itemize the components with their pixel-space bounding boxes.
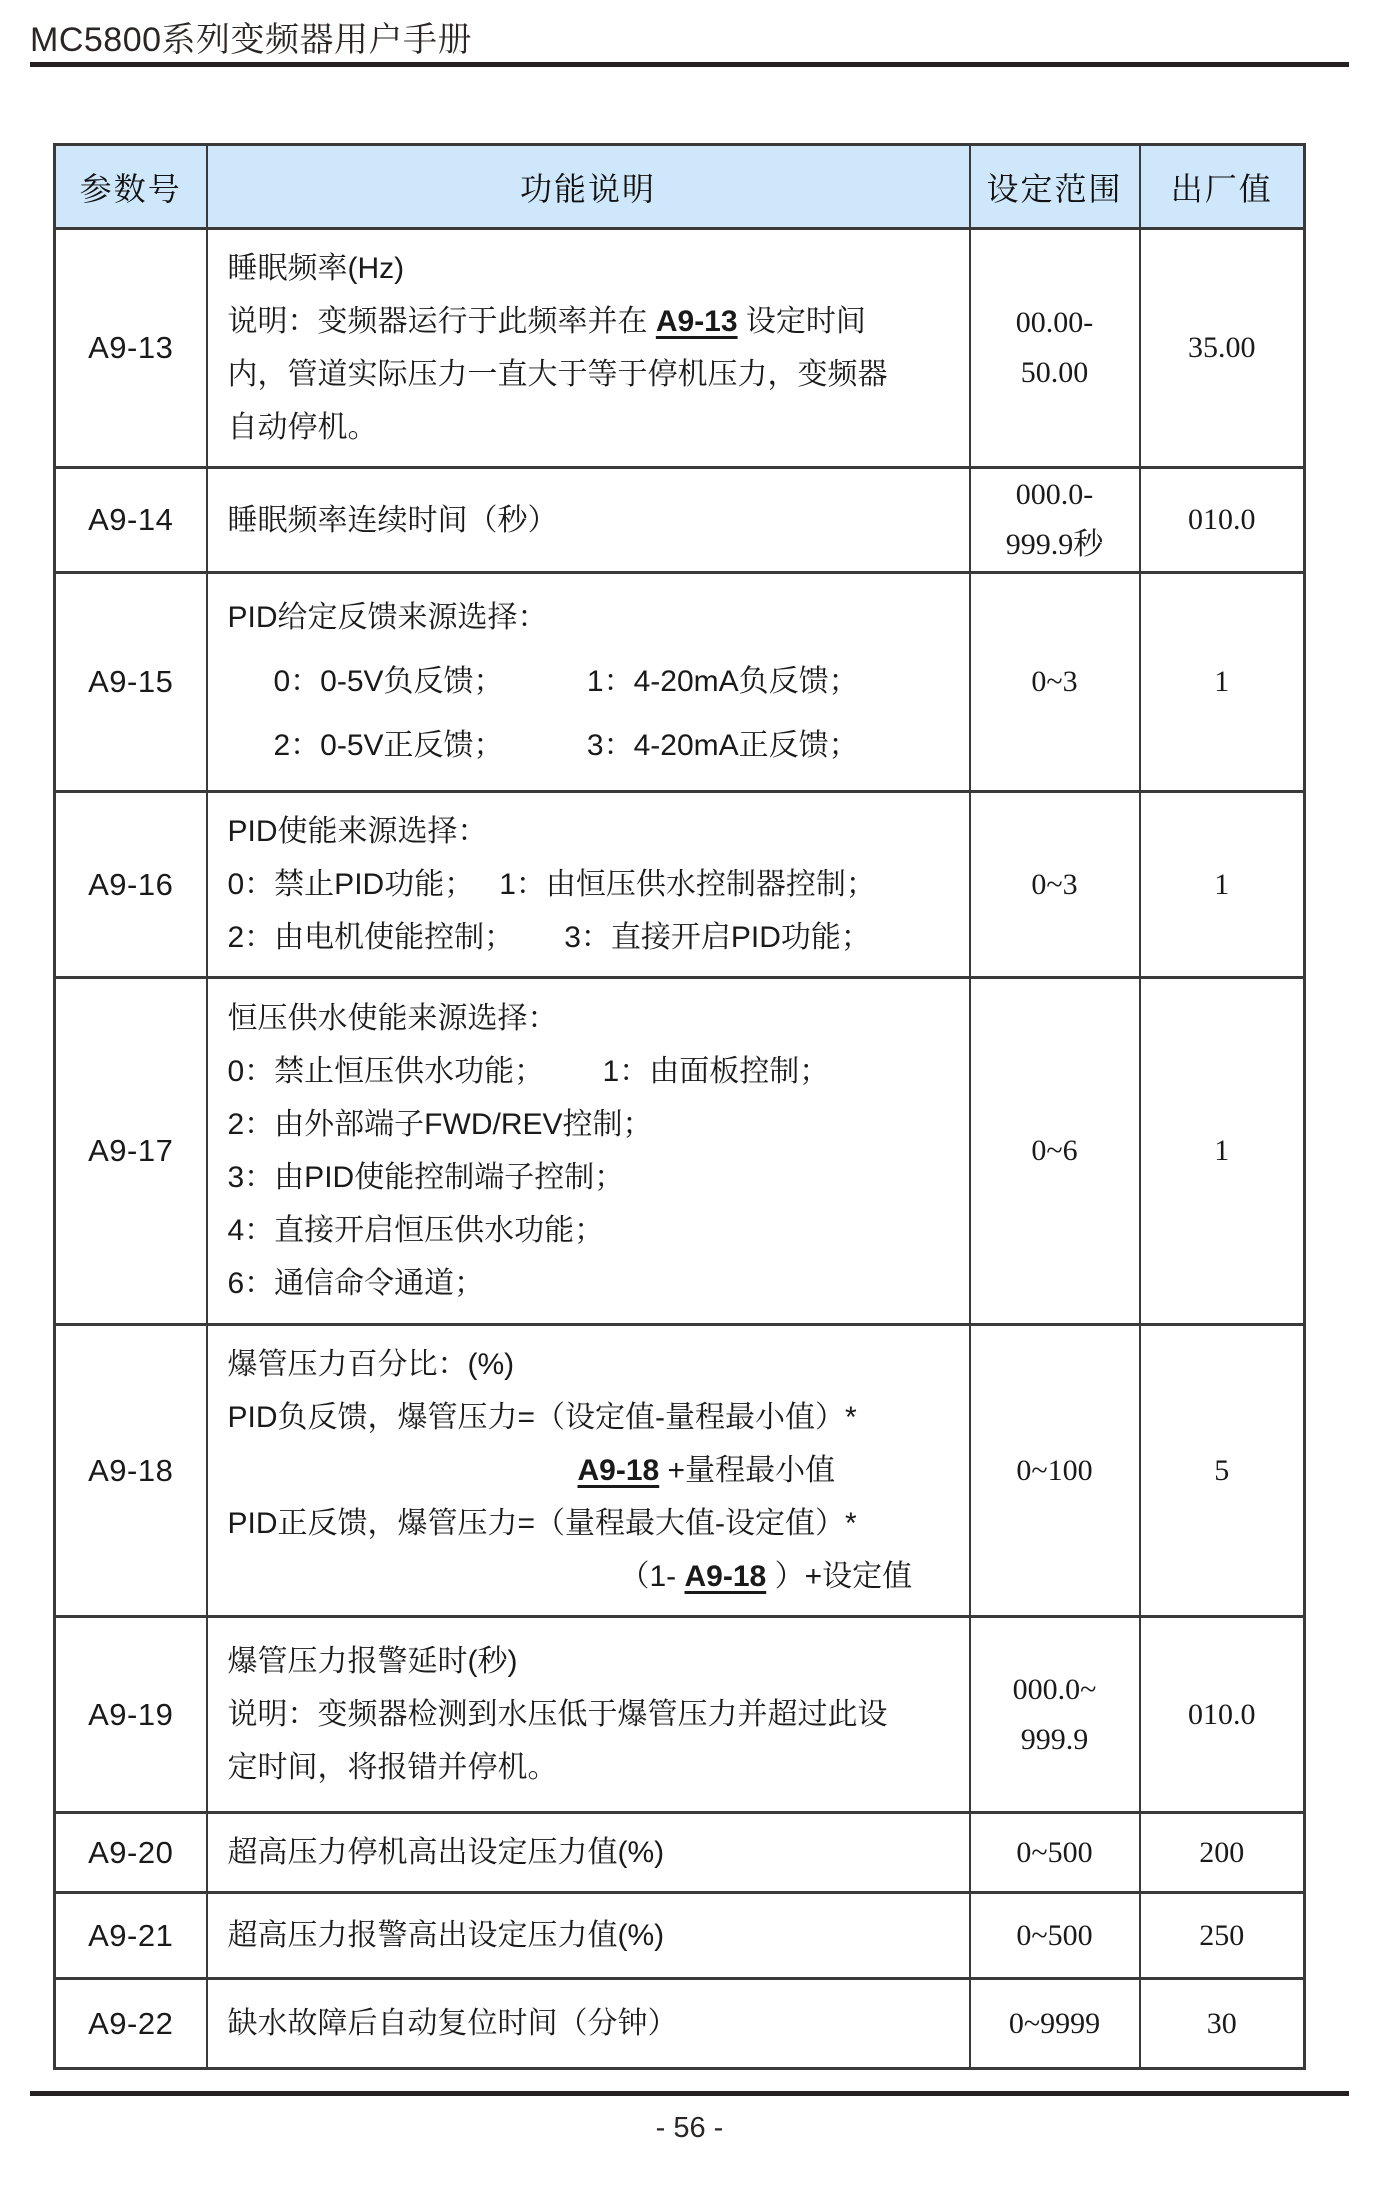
range-line: 50.00 [1020, 356, 1089, 389]
description-line: 0：0-5V负反馈； 1：4-20mA负反馈； [273, 665, 859, 698]
table-row [55, 792, 1305, 978]
factory-default-cell: 1 [1140, 573, 1305, 792]
range-line: 999.9秒 [1005, 528, 1104, 561]
factory-default-cell: 1 [1140, 792, 1305, 978]
column-header: 参数号 [55, 145, 207, 229]
factory-default-cell: 200 [1140, 1813, 1305, 1893]
factory-default-cell: 010.0 [1140, 468, 1305, 573]
setting-range-cell [970, 1325, 1140, 1617]
setting-range-cell [970, 573, 1140, 792]
factory-default-cell: 5 [1140, 1325, 1305, 1617]
param-crossref: A9-18 [684, 1560, 767, 1593]
range-line: 00.00- [1015, 306, 1094, 339]
factory-default-cell: 30 [1140, 1979, 1305, 2069]
setting-range-cell [970, 229, 1140, 468]
table-row [55, 1979, 1305, 2069]
description-line: 睡眠频率连续时间（秒） [227, 503, 558, 537]
param-number-cell: A9-16 [55, 792, 207, 978]
param-number-cell: A9-20 [55, 1813, 207, 1893]
table-header-row [55, 145, 1305, 229]
description-line: 4：直接开启恒压供水功能； [227, 1214, 605, 1247]
param-number-cell: A9-18 [55, 1325, 207, 1617]
header-rule [30, 62, 1349, 67]
range-line: 0~3 [1031, 867, 1078, 901]
function-description-cell [207, 1813, 970, 1893]
table-row [55, 1813, 1305, 1893]
description-line: 爆管压力报警延时(秒) [227, 1645, 518, 1678]
setting-range-cell [970, 792, 1140, 978]
description-line: 爆管压力百分比：(%) [227, 1348, 515, 1381]
page-title: MC5800系列变频器用户手册 [30, 21, 473, 59]
description-line: 6：通信命令通道； [227, 1267, 485, 1300]
description-line: （1- A9-18 ）+设定值 [619, 1560, 913, 1593]
function-description-cell [207, 573, 970, 792]
function-description-cell [207, 1979, 970, 2069]
table-row [55, 1617, 1305, 1813]
description-line: 说明：变频器检测到水压低于爆管压力并超过此设 [227, 1698, 888, 1731]
description-line: 2：由电机使能控制； 3：直接开启PID功能； [227, 921, 871, 954]
function-description-cell [207, 792, 970, 978]
description-line: 缺水故障后自动复位时间（分钟） [227, 2007, 678, 2040]
factory-default-cell: 250 [1140, 1893, 1305, 1979]
range-line: 0~6 [1031, 1134, 1078, 1167]
footer-rule [30, 2091, 1349, 2096]
setting-range-cell [970, 1979, 1140, 2069]
column-header: 功能说明 [207, 145, 970, 229]
table-row [55, 229, 1305, 468]
description-line: PID给定反馈来源选择： [227, 601, 548, 634]
description-line: PID使能来源选择： [227, 815, 488, 848]
param-table-body [55, 229, 1305, 2069]
range-line: 0~500 [1016, 1918, 1093, 1952]
description-line: 超高压力报警高出设定压力值(%) [227, 1919, 665, 1952]
description-line: 超高压力停机高出设定压力值(%) [227, 1836, 665, 1869]
table-row [55, 978, 1305, 1325]
function-description-cell [207, 468, 970, 573]
factory-default-cell: 010.0 [1140, 1617, 1305, 1813]
table-row [55, 573, 1305, 792]
description-line: 睡眠频率(Hz) [227, 252, 405, 285]
range-line: 999.9 [1020, 1722, 1089, 1756]
column-header: 出厂值 [1140, 145, 1305, 229]
setting-range-cell [970, 468, 1140, 573]
description-line: 内，管道实际压力一直大于等于停机压力，变频器 [227, 358, 888, 391]
function-description-cell [207, 978, 970, 1325]
param-number-cell: A9-17 [55, 978, 207, 1325]
factory-default-cell: 1 [1140, 978, 1305, 1325]
description-line: PID负反馈，爆管压力=（设定值-量程最小值）* [227, 1401, 857, 1434]
param-crossref: A9-18 [577, 1454, 660, 1487]
setting-range-cell [970, 1813, 1140, 1893]
description-line: PID正反馈，爆管压力=（量程最大值-设定值）* [227, 1507, 857, 1540]
function-description-cell [207, 1617, 970, 1813]
description-line: A9-18 +量程最小值 [577, 1454, 836, 1487]
setting-range-cell [970, 978, 1140, 1325]
description-line: 2：由外部端子FWD/REV控制； [227, 1108, 653, 1141]
param-number-cell: A9-22 [55, 1979, 207, 2069]
description-line: 自动停机。 [227, 411, 378, 444]
setting-range-cell [970, 1893, 1140, 1979]
table-row [55, 1893, 1305, 1979]
range-line: 0~100 [1016, 1453, 1093, 1487]
column-header: 设定范围 [970, 145, 1140, 229]
function-description-cell [207, 229, 970, 468]
description-line: 恒压供水使能来源选择： [227, 1002, 558, 1035]
description-line: 说明：变频器运行于此频率并在 A9-13 设定时间 [227, 305, 866, 338]
range-line: 000.0~ [1012, 1672, 1097, 1706]
function-description-cell [207, 1325, 970, 1617]
description-line: 3：由PID使能控制端子控制； [227, 1161, 625, 1194]
param-number-cell: A9-13 [55, 229, 207, 468]
param-number-cell: A9-15 [55, 573, 207, 792]
page-number: - 56 - [655, 2112, 724, 2144]
range-line: 0~500 [1016, 1835, 1093, 1869]
param-number-cell: A9-19 [55, 1617, 207, 1813]
range-line: 0~3 [1031, 665, 1078, 698]
param-number-cell: A9-14 [55, 468, 207, 573]
param-crossref: A9-13 [655, 305, 738, 338]
setting-range-cell [970, 1617, 1140, 1813]
table-row [55, 468, 1305, 573]
param-number-cell: A9-21 [55, 1893, 207, 1979]
range-line: 000.0- [1015, 478, 1094, 511]
factory-default-cell: 35.00 [1140, 229, 1305, 468]
function-description-cell [207, 1893, 970, 1979]
description-line: 0：禁止恒压供水功能； 1：由面板控制； [227, 1055, 830, 1088]
description-line: 定时间，将报错并停机。 [227, 1751, 558, 1784]
description-line: 0：禁止PID功能； 1：由恒压供水控制器控制； [227, 868, 876, 901]
table-row [55, 1325, 1305, 1617]
range-line: 0~9999 [1008, 2006, 1101, 2040]
parameter-table [53, 143, 1306, 2070]
description-line: 2：0-5V正反馈； 3：4-20mA正反馈； [273, 729, 859, 762]
